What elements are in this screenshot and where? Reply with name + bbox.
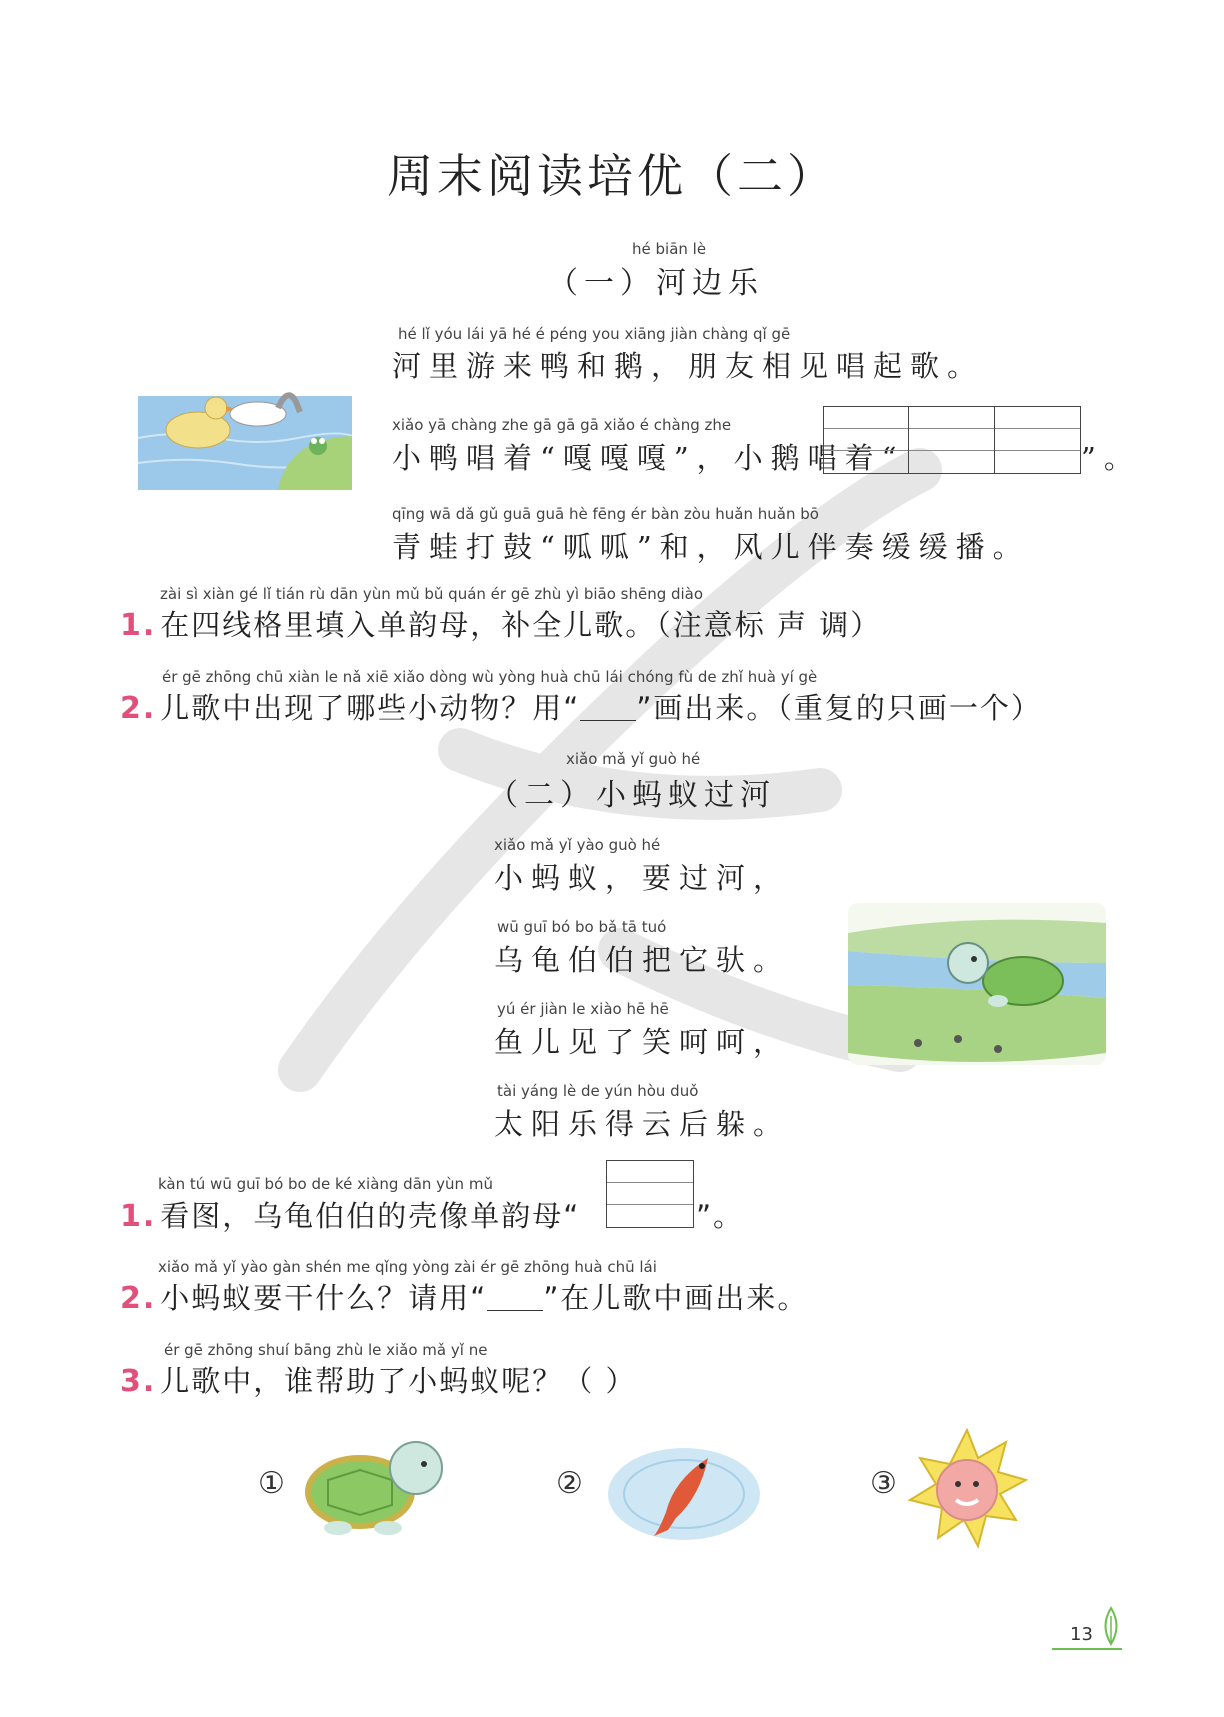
- question-number: 1.: [120, 608, 157, 643]
- question-number: 1.: [120, 1199, 157, 1234]
- s1-question-1: [120, 603, 881, 644]
- s2-q2-pinyin: xiǎo mǎ yǐ yào gàn shén me qǐng yòng zài ér gē zhōng huà chū lái: [158, 1258, 657, 1276]
- s1-question-2: [120, 686, 1042, 727]
- turtle-icon[interactable]: [298, 1430, 450, 1540]
- s1-line3-pinyin: qīng wā dǎ gǔ guā guā hè fēng ér bàn zòu huǎn huǎn bō: [392, 505, 819, 523]
- s2-q1-text-after: ”。: [696, 1199, 745, 1233]
- s1-q1-pinyin: zài sì xiàn gé lǐ tián rù dān yùn mǔ bǔ quán ér gē zhù yì biāo shēng diào: [160, 585, 704, 603]
- question-number: 3.: [120, 1364, 157, 1399]
- s2-line2-text: 乌龟伯伯把它驮。: [494, 943, 791, 977]
- sun-icon[interactable]: [906, 1428, 1028, 1550]
- section2-title-pinyin: xiǎo mǎ yǐ guò hé: [566, 750, 701, 768]
- four-line-writing-grid-small[interactable]: [606, 1160, 694, 1228]
- question-text: 儿歌中，谁帮助了小蚂蚁呢？（ ）: [160, 1364, 637, 1398]
- option-3-mark: ③: [870, 1466, 897, 1501]
- fish-icon[interactable]: [604, 1440, 764, 1544]
- underline-blank: [580, 700, 636, 721]
- s1-line1-pinyin: hé lǐ yóu lái yā hé é péng you xiāng jiàn chàng qǐ gē: [398, 325, 791, 343]
- s1-line2-pinyin: xiǎo yā chàng zhe gā gā gā xiǎo é chàng zhe: [392, 416, 732, 434]
- s2-line2-pinyin: wū guī bó bo bǎ tā tuó: [497, 918, 667, 936]
- question-number: 2.: [120, 1281, 157, 1316]
- leaf-icon: [1098, 1606, 1124, 1646]
- s1-line1-text: 河里游来鸭和鹅，朋友相见唱起歌。: [392, 349, 985, 383]
- s2-question-3: [120, 1359, 637, 1400]
- page-number: 13: [1070, 1624, 1093, 1645]
- question-text: 在四线格里填入单韵母，补全儿歌。（注意标 声 调）: [160, 608, 882, 642]
- question-text-before: 儿歌中出现了哪些小动物？用“: [160, 691, 581, 725]
- underline-blank: [487, 1290, 543, 1311]
- s2-question-1: [120, 1194, 580, 1235]
- s2-question-2: [120, 1276, 808, 1317]
- question-number: 2.: [120, 691, 157, 726]
- s1-line2-text-after: ”。: [1081, 441, 1141, 475]
- four-line-writing-grid[interactable]: [823, 406, 1081, 474]
- s2-line1-text: 小蚂蚁，要过河，: [494, 861, 791, 895]
- s1-line3-text: 青蛙打鼓“呱呱”和，风儿伴奏缓缓播。: [392, 530, 1030, 564]
- s1-line2-text-before: 小鸭唱着“嘎嘎嘎”，小鹅唱着“: [392, 441, 905, 475]
- section1-title-pinyin: hé biān lè: [632, 240, 707, 258]
- question-text-after: ”在儿歌中画出来。: [543, 1281, 809, 1315]
- question-text-before: 小蚂蚁要干什么？请用“: [160, 1281, 488, 1315]
- s2-q1-pinyin: kàn tú wū guī bó bo de ké xiàng dān yùn mǔ: [158, 1175, 493, 1193]
- s2-line4-text: 太阳乐得云后躲。: [494, 1107, 791, 1141]
- s2-line3-pinyin: yú ér jiàn le xiào hē hē: [497, 1000, 669, 1018]
- s2-line3-text: 鱼儿见了笑呵呵，: [494, 1025, 791, 1059]
- option-1-mark: ①: [258, 1466, 285, 1501]
- option-2-mark: ②: [556, 1466, 583, 1501]
- page-number-underline: [1052, 1648, 1122, 1650]
- s2-q3-pinyin: ér gē zhōng shuí bāng zhù le xiǎo mǎ yǐ ne: [164, 1341, 488, 1359]
- page-title: 周末阅读培优（二）: [387, 149, 837, 203]
- s2-line4-pinyin: tài yáng lè de yún hòu duǒ: [497, 1082, 699, 1100]
- section1-title: （一）河边乐: [548, 266, 764, 301]
- turtle-river-illustration: [848, 903, 1106, 1065]
- section2-title: （二）小蚂蚁过河: [488, 778, 776, 813]
- ducks-pond-illustration: [138, 378, 352, 490]
- question-text-before: 看图，乌龟伯伯的壳像单韵母“: [160, 1199, 581, 1233]
- question-text-after: ”画出来。（重复的只画一个）: [636, 691, 1042, 725]
- s1-q2-pinyin: ér gē zhōng chū xiàn le nǎ xiē xiǎo dòng wù yòng huà chū lái chóng fù de zhǐ huà yí gè: [162, 668, 818, 686]
- s2-line1-pinyin: xiǎo mǎ yǐ yào guò hé: [494, 836, 661, 854]
